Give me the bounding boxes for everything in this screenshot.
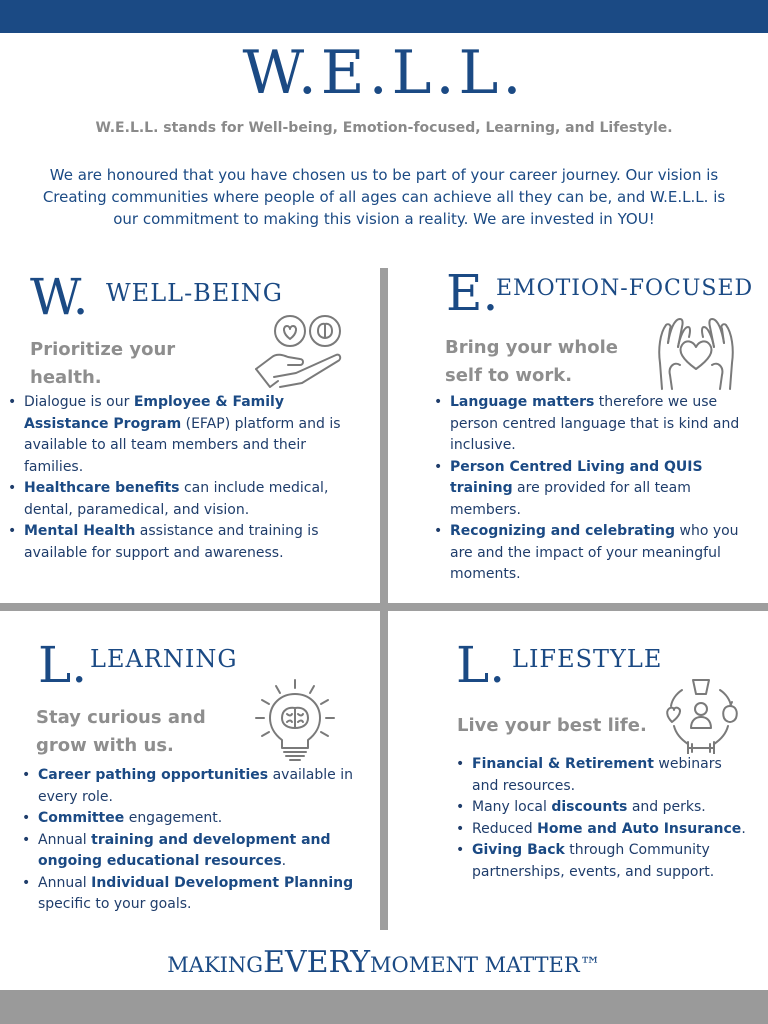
list-item: • Financial & Retirement webinars and resources.	[452, 754, 752, 797]
list-item: • Annual training and development and ongoing educational resources.	[18, 830, 358, 873]
lifestyle-tagline: Live your best life.	[457, 715, 647, 736]
wellbeing-tagline: Prioritize your health.	[30, 339, 176, 388]
lifestyle-cycle-icon	[662, 676, 740, 754]
wellbeing-list	[4, 392, 344, 564]
emotion-tagline: Bring your whole self to work.	[445, 337, 618, 386]
wellbeing-heading: WELL-BEING	[106, 279, 283, 307]
lifestyle-heading: LIFESTYLE	[512, 645, 663, 673]
vertical-divider	[380, 268, 388, 930]
intro-paragraph: We are honoured that you have chosen us to be part of your career journey. Our vision is Creating communities where people of all ages can achieve all they can be, and W.E.L.L. is our commitment to making this vision a reality. We are invested in YOU!	[42, 166, 726, 228]
list-item: • Annual Individual Development Planning specific to your goals.	[18, 873, 358, 916]
list-item: • Reduced Home and Auto Insurance.	[452, 819, 752, 841]
page-title: W.E.L.L.	[242, 38, 526, 108]
list-item: • Giving Back through Community partnerships, events, and support.	[452, 840, 752, 883]
learning-tagline: Stay curious and grow with us.	[36, 707, 206, 756]
list-item: • Committee engagement.	[18, 808, 358, 830]
list-item: • Person Centred Living and QUIS training are provided for all team members.	[430, 457, 762, 522]
list-item: • Career pathing opportunities available in every role.	[18, 765, 358, 808]
emotion-list	[430, 392, 762, 586]
hands-heart-icon	[652, 313, 740, 393]
hand-heart-brain-icon	[252, 313, 344, 393]
learning-list	[18, 765, 358, 916]
top-banner	[0, 0, 768, 33]
lifestyle-letter: L.	[456, 636, 506, 694]
bottom-banner	[0, 990, 768, 1024]
list-item: • Dialogue is our Employee & Family Assistance Program (EFAP) platform and is available to all team members and their families.	[4, 392, 344, 478]
emotion-letter: E.	[446, 264, 499, 322]
list-item: • Language matters therefore we use person centred language that is kind and inclusive.	[430, 392, 762, 457]
learning-letter: L.	[38, 636, 88, 694]
lightbulb-brain-icon	[254, 678, 336, 764]
wellbeing-letter: W.	[30, 268, 89, 326]
list-item: • Recognizing and celebrating who you are and the impact of your meaningful moments.	[430, 521, 762, 586]
emotion-heading: EMOTION-FOCUSED	[496, 276, 754, 301]
page-subtitle: W.E.L.L. stands for Well-being, Emotion-focused, Learning, and Lifestyle.	[95, 120, 673, 136]
list-item: • Healthcare benefits can include medical, dental, paramedical, and vision.	[4, 478, 344, 521]
list-item: • Mental Health assistance and training is available for support and awareness.	[4, 521, 344, 564]
lifestyle-list	[452, 754, 752, 883]
list-item: • Many local discounts and perks.	[452, 797, 752, 819]
horizontal-divider	[0, 603, 768, 611]
learning-heading: LEARNING	[90, 645, 238, 673]
footer-slogan: MAKINGEVERYMOMENT MATTER™	[167, 945, 601, 980]
